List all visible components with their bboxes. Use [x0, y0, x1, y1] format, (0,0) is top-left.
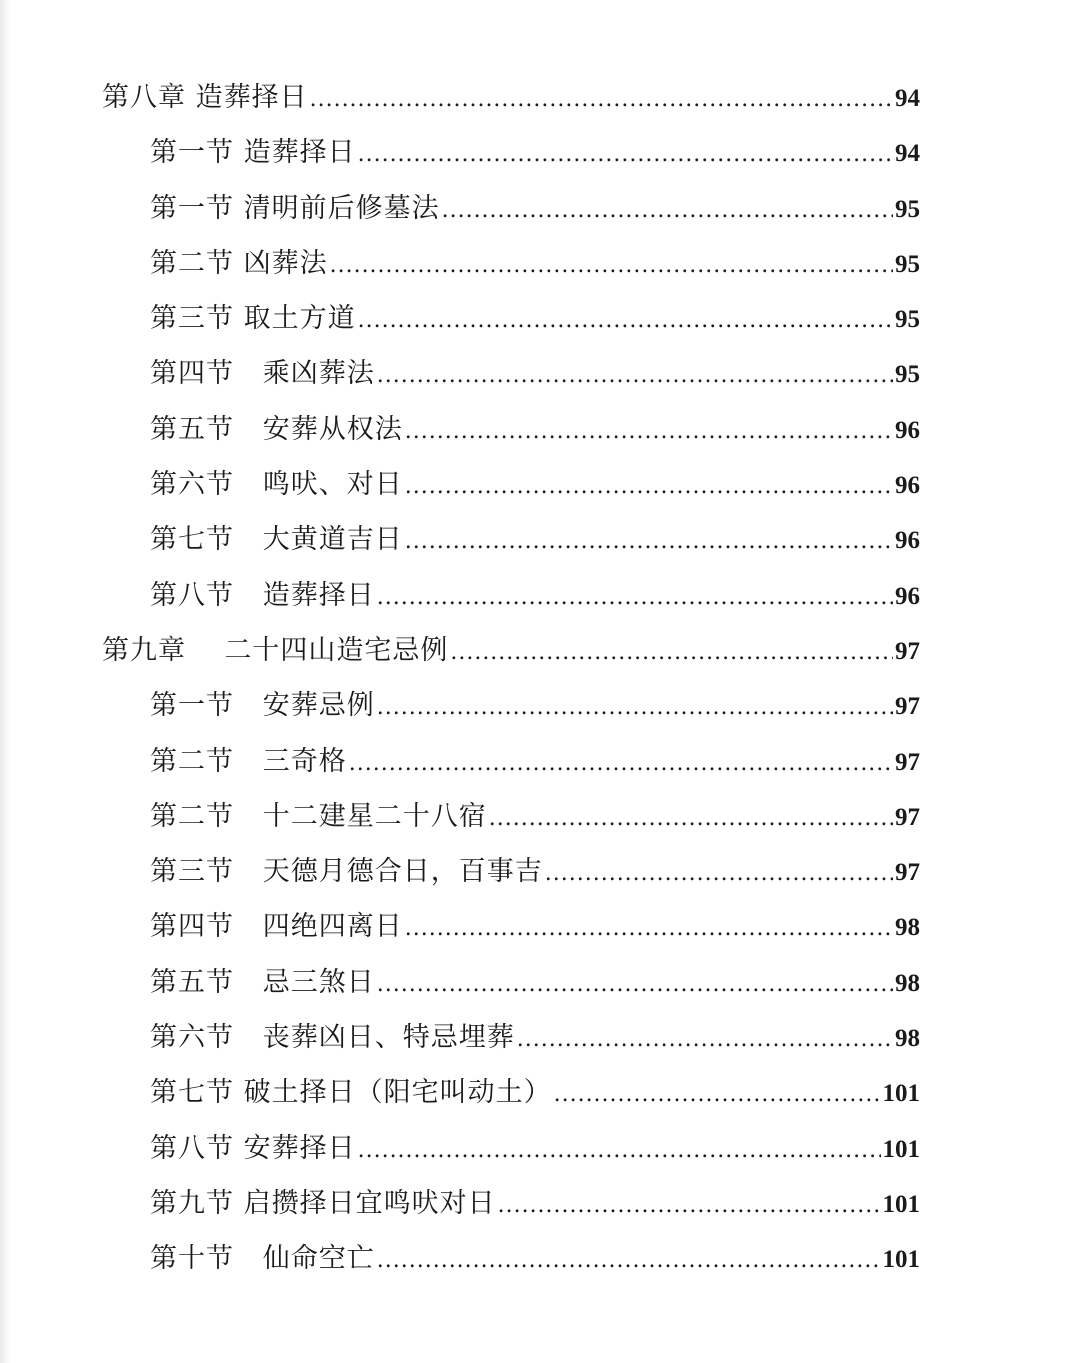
toc-page-number: 95	[895, 306, 920, 334]
toc-page-number: 95	[895, 195, 920, 223]
toc-page-number: 101	[882, 1246, 920, 1274]
toc-dot-leader	[377, 680, 893, 735]
toc-dot-leader	[405, 459, 893, 514]
toc-section-row	[0, 1176, 1080, 1231]
toc-entry-title: 二十四山造宅忌例	[224, 634, 449, 666]
toc-section-row	[0, 402, 1080, 457]
toc-entry-spacer	[234, 734, 263, 789]
toc-entry-title: 十二建星二十八宿	[262, 800, 487, 832]
toc-entry-title: 鸣吠、对日	[262, 469, 403, 501]
toc-entry-spacer	[234, 955, 263, 1010]
toc-entry-spacer	[234, 844, 263, 899]
toc-dot-leader	[405, 404, 893, 459]
toc-dot-leader	[554, 1067, 881, 1122]
toc-section-row	[0, 1231, 1080, 1286]
toc-entry-title: 启攒择日宜鸣吠对日	[243, 1187, 496, 1219]
toc-dot-leader	[377, 1233, 881, 1288]
toc-page-number: 95	[895, 250, 920, 278]
toc-section-row	[0, 955, 1080, 1010]
toc-entry-spacer	[234, 1065, 244, 1120]
toc-entry-spacer	[234, 402, 263, 457]
toc-entry-label: 第八章	[102, 82, 186, 113]
toc-entry-title: 造葬择日	[262, 579, 375, 611]
toc-dot-leader	[377, 957, 893, 1012]
toc-dot-leader	[450, 625, 893, 680]
toc-section-row	[0, 899, 1080, 954]
toc-section-row	[0, 291, 1080, 346]
toc-entry-spacer	[234, 568, 263, 623]
toc-page-number: 95	[895, 361, 920, 389]
toc-entry-label: 第八节	[150, 579, 234, 611]
toc-section-row	[0, 1010, 1080, 1065]
toc-entry-title: 安葬忌例	[262, 690, 375, 722]
table-of-contents	[0, 70, 1080, 1287]
toc-entry-spacer	[234, 1121, 244, 1176]
toc-page-number: 97	[895, 637, 920, 665]
toc-dot-leader	[358, 293, 893, 348]
toc-page-number: 101	[882, 1190, 920, 1218]
toc-entry-title: 清明前后修墓法	[243, 192, 440, 224]
toc-entry-spacer	[234, 181, 244, 236]
toc-section-row	[0, 236, 1080, 291]
toc-page-number: 97	[895, 693, 920, 721]
toc-dot-leader	[498, 1178, 881, 1233]
toc-page-number: 96	[895, 416, 920, 444]
toc-dot-leader	[358, 127, 893, 182]
toc-entry-spacer	[234, 1010, 263, 1065]
toc-page-number: 98	[895, 914, 920, 942]
toc-entry-spacer	[234, 125, 244, 180]
toc-entry-title: 丧葬凶日、特忌埋葬	[262, 1022, 515, 1054]
toc-chapter-row	[0, 623, 1080, 678]
toc-entry-title: 乘凶葬法	[262, 358, 375, 390]
toc-page-number: 96	[895, 472, 920, 500]
toc-entry-label: 第一节	[150, 690, 234, 722]
toc-entry-label: 第一节	[150, 192, 234, 224]
toc-dot-leader	[330, 238, 893, 293]
toc-dot-leader	[377, 570, 893, 625]
toc-entry-label: 第九节	[150, 1187, 234, 1219]
toc-entry-label: 第三节	[150, 303, 234, 335]
toc-page-number: 96	[895, 527, 920, 555]
toc-section-row	[0, 125, 1080, 180]
toc-page-number: 97	[895, 859, 920, 887]
toc-entry-spacer	[186, 70, 196, 125]
toc-section-row	[0, 457, 1080, 512]
toc-section-row	[0, 789, 1080, 844]
toc-dot-leader	[489, 791, 893, 846]
toc-entry-title: 大黄道吉日	[262, 524, 403, 556]
toc-dot-leader	[405, 514, 893, 569]
toc-dot-leader	[405, 901, 893, 956]
toc-section-row	[0, 568, 1080, 623]
toc-entry-spacer	[234, 236, 244, 291]
toc-entry-spacer	[186, 623, 224, 678]
toc-entry-label: 第七节	[150, 524, 234, 556]
toc-entry-label: 第十节	[150, 1243, 234, 1275]
toc-entry-title: 仙命空亡	[262, 1243, 375, 1275]
toc-dot-leader	[545, 846, 893, 901]
toc-section-row	[0, 678, 1080, 733]
toc-entry-label: 第二节	[150, 745, 234, 777]
toc-section-row	[0, 181, 1080, 236]
toc-chapter-row	[0, 70, 1080, 125]
toc-entry-label: 第九章	[102, 634, 186, 666]
toc-entry-title: 忌三煞日	[262, 966, 375, 998]
toc-page-number: 97	[895, 803, 920, 831]
toc-page-number: 98	[895, 1025, 920, 1053]
toc-entry-title: 安葬从权法	[262, 413, 403, 445]
toc-entry-title: 取土方道	[243, 303, 356, 335]
toc-entry-label: 第五节	[150, 966, 234, 998]
toc-page-number: 94	[895, 85, 920, 112]
toc-dot-leader	[517, 1012, 893, 1067]
toc-entry-spacer	[234, 1176, 244, 1231]
toc-entry-label: 第二节	[150, 247, 234, 279]
toc-dot-leader	[310, 72, 893, 127]
toc-entry-spacer	[234, 291, 244, 346]
toc-dot-leader	[442, 183, 893, 238]
toc-page-number: 101	[882, 1135, 920, 1163]
toc-entry-spacer	[234, 1231, 263, 1286]
toc-dot-leader	[349, 736, 893, 791]
toc-entry-title: 天德月德合日，百事吉	[262, 856, 543, 888]
toc-section-row	[0, 1065, 1080, 1120]
toc-entry-title: 三奇格	[262, 745, 347, 777]
toc-entry-label: 第七节	[150, 1077, 234, 1109]
toc-entry-label: 第八节	[150, 1132, 234, 1164]
toc-entry-spacer	[234, 678, 263, 733]
toc-page-number: 97	[895, 748, 920, 776]
toc-entry-spacer	[234, 899, 263, 954]
toc-entry-title: 造葬择日	[195, 82, 308, 113]
toc-section-row	[0, 844, 1080, 899]
toc-entry-label: 第三节	[150, 856, 234, 888]
toc-page-number: 94	[895, 140, 920, 168]
toc-page-number: 98	[895, 969, 920, 997]
toc-entry-title: 造葬择日	[243, 137, 356, 169]
toc-dot-leader	[358, 1123, 881, 1178]
toc-entry-spacer	[234, 789, 263, 844]
toc-entry-label: 第六节	[150, 1022, 234, 1054]
toc-section-row	[0, 512, 1080, 567]
toc-entry-title: 安葬择日	[243, 1132, 356, 1164]
toc-entry-label: 第二节	[150, 800, 234, 832]
toc-section-row	[0, 346, 1080, 401]
toc-entry-label: 第四节	[150, 911, 234, 943]
toc-entry-spacer	[234, 457, 263, 512]
toc-dot-leader	[377, 348, 893, 403]
toc-entry-label: 第五节	[150, 413, 234, 445]
toc-entry-title: 破土择日（阳宅叫动土）	[243, 1077, 552, 1109]
toc-page-number: 96	[895, 582, 920, 610]
toc-entry-title: 凶葬法	[243, 247, 328, 279]
toc-entry-label: 第四节	[150, 358, 234, 390]
toc-entry-spacer	[234, 346, 263, 401]
toc-entry-label: 第一节	[150, 137, 234, 169]
toc-section-row	[0, 1121, 1080, 1176]
toc-entry-label: 第六节	[150, 469, 234, 501]
toc-entry-title: 四绝四离日	[262, 911, 403, 943]
toc-page-number: 101	[882, 1080, 920, 1108]
toc-entry-spacer	[234, 512, 263, 567]
toc-section-row	[0, 734, 1080, 789]
